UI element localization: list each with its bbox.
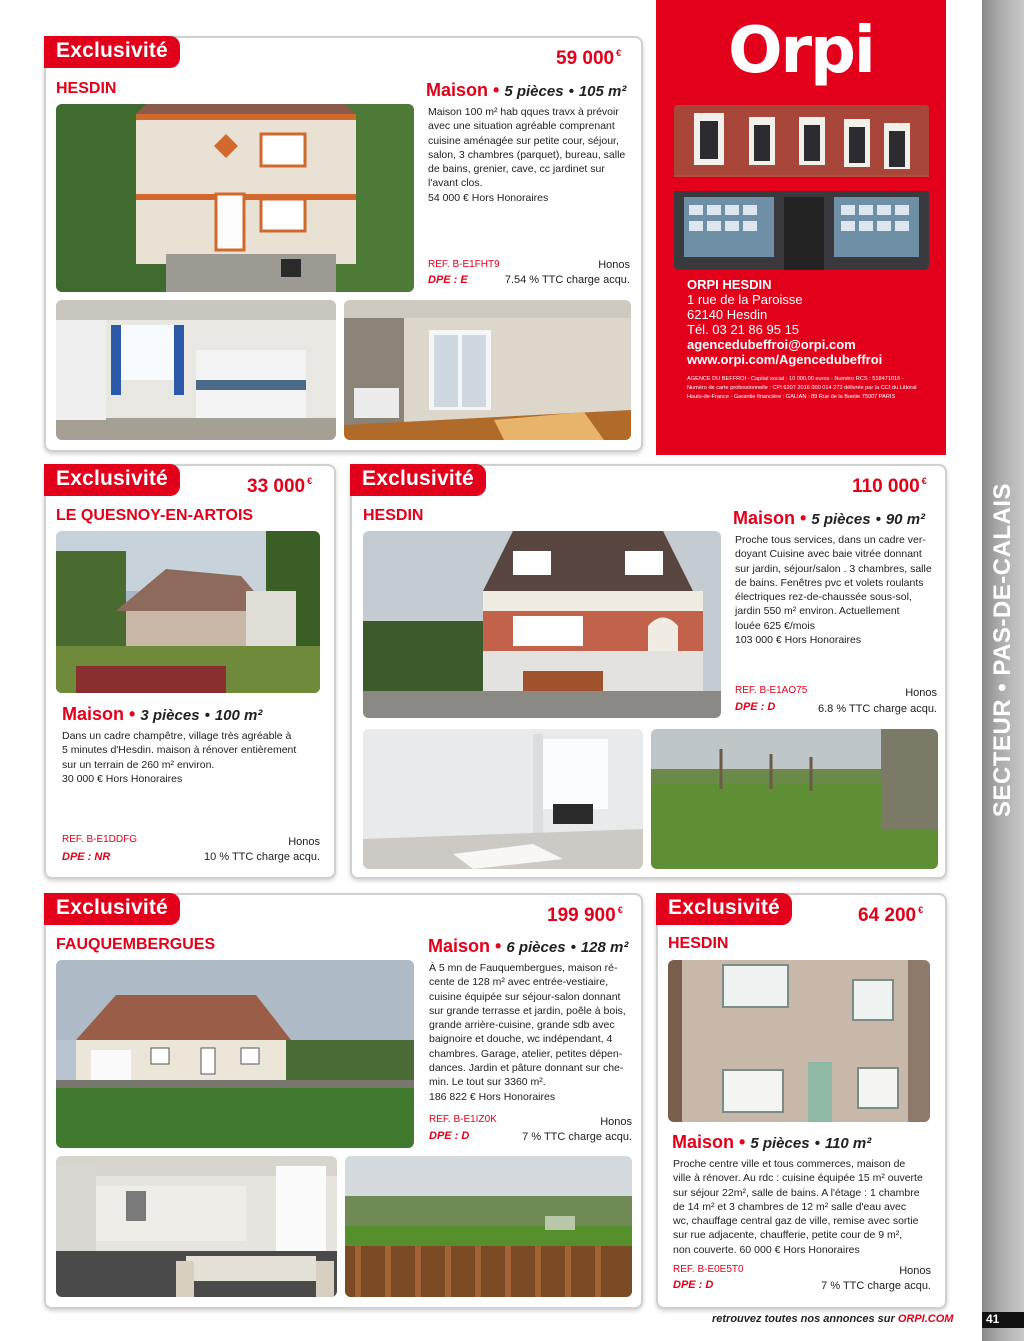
living-room-photo bbox=[344, 300, 631, 440]
room-photo bbox=[363, 729, 643, 869]
kitchen-dining-photo bbox=[56, 1156, 337, 1297]
exclusive-badge: Exclusivité bbox=[44, 464, 180, 496]
exclusive-badge: Exclusivité bbox=[44, 36, 180, 68]
listing-dpe: DPE : NR bbox=[62, 851, 111, 863]
agency-name: ORPI HESDIN bbox=[687, 277, 772, 292]
honos-value: 7 % TTC charge acqu. bbox=[522, 1131, 632, 1143]
orpi-logo: Orpi bbox=[728, 14, 874, 88]
house-exterior-photo bbox=[56, 531, 320, 693]
listing-title: Maison • 3 pièces • 100 m² bbox=[62, 704, 263, 724]
honos-label: Honos bbox=[899, 1265, 931, 1277]
honos-value: 6.8 % TTC charge acqu. bbox=[817, 703, 937, 715]
listing-title: Maison • 5 pièces • 105 m² bbox=[426, 80, 627, 100]
honos-value: 7.54 % TTC charge acqu. bbox=[504, 274, 630, 286]
listing-town: HESDIN bbox=[363, 507, 424, 524]
listing-title: Maison • 5 pièces • 110 m² bbox=[672, 1132, 872, 1152]
legal-line: Numéro de carte professionnelle : CPI 6207 2016 000 014 273 délivrée par la CCI du Littoral bbox=[687, 385, 917, 391]
house-exterior-photo bbox=[668, 960, 930, 1122]
house-exterior-photo bbox=[363, 531, 721, 718]
listing-description: Proche centre ville et tous commerces, maison de ville à rénover. Au rdc : cuisine équipée 15 m² ouverte sur séjour 22m², salle de bains. A l'étage : 1 chambre de 14 m² et 3 chambres de 12 m² salle d'eau avec wc, chauffage central gaz de ville, remise avec sortie sur rue adjacente, chaufferie, petite cour de 9 m², non couverte. 60 000 € Hors Honoraires bbox=[673, 1158, 923, 1256]
listing-price: 64 200 € bbox=[858, 905, 924, 926]
garden-photo bbox=[345, 1156, 632, 1297]
listing-ref: REF. B-E1FHT9 bbox=[428, 259, 500, 270]
agency-phone: Tél. 03 21 86 95 15 bbox=[687, 322, 800, 337]
listing-description: Dans un cadre champêtre, village très agréable à 5 minutes d'Hesdin. maison à rénover entièrement sur un terrain de 260 m² environ. 30 000 € Hors Honoraires bbox=[62, 730, 297, 785]
kitchen-photo bbox=[56, 300, 336, 440]
house-exterior-photo bbox=[56, 104, 414, 292]
listing-dpe: DPE : D bbox=[735, 701, 776, 713]
listing-price: 33 000 € bbox=[247, 476, 313, 497]
listing-description: À 5 mn de Fauquembergues, maison ré- cente de 128 m² avec entrée-vestiaire, cuisine équipée sur séjour-salon donnant sur grande terrasse et jardin, poêle à bois, grande arrière-cuisine, grande sdb avec baignoire et douche, wc indépendant, 4 chambres. Garage, atelier, petites dépen- dances. Jardin et pâture donnant sur che- min. Le tout sur 3360 m². 186 822 € Hors Honoraires bbox=[429, 962, 626, 1103]
exclusive-badge: Exclusivité bbox=[44, 893, 180, 925]
exclusive-badge: Exclusivité bbox=[350, 464, 486, 496]
agency-storefront-photo bbox=[674, 105, 929, 270]
agency-website[interactable]: www.orpi.com/Agencedubeffroi bbox=[687, 352, 883, 367]
exclusive-badge: Exclusivité bbox=[656, 893, 792, 925]
agency-legal bbox=[687, 375, 942, 402]
footer-site-link[interactable]: ORPI.COM bbox=[897, 1313, 954, 1325]
footer-text: retrouvez toutes nos annonces sur ORPI.COM bbox=[712, 1313, 954, 1325]
listing-price: 110 000 € bbox=[852, 476, 927, 497]
house-exterior-photo bbox=[56, 960, 414, 1148]
listing-dpe: DPE : D bbox=[429, 1130, 470, 1142]
honos-value: 7 % TTC charge acqu. bbox=[821, 1280, 931, 1292]
listing-ref: REF. B-E1DDFG bbox=[62, 834, 138, 845]
listing-town: FAUQUEMBERGUES bbox=[56, 936, 216, 953]
garden-photo bbox=[651, 729, 938, 869]
listing-town: HESDIN bbox=[668, 935, 729, 952]
listing-dpe: DPE : D bbox=[673, 1279, 714, 1291]
listing-ref: REF. B-E1AO75 bbox=[735, 685, 808, 696]
agency-panel bbox=[656, 0, 946, 455]
sector-label: SECTEUR • PAS-DE-CALAIS bbox=[989, 482, 1016, 818]
listing-price: 199 900 € bbox=[547, 905, 623, 926]
listing-town: HESDIN bbox=[56, 80, 117, 97]
listing-price: 59 000 € bbox=[556, 48, 622, 69]
honos-label: Honos bbox=[600, 1116, 632, 1128]
listing-ref: REF. B-E1IZ0K bbox=[429, 1114, 497, 1125]
listing-ref: REF. B-E0E5T0 bbox=[673, 1264, 744, 1275]
honos-value: 10 % TTC charge acqu. bbox=[204, 851, 320, 863]
page-number: 41 bbox=[982, 1312, 1024, 1328]
honos-label: Honos bbox=[288, 836, 320, 848]
honos-label: Honos bbox=[905, 687, 937, 699]
legal-line: AGENCE DU BEFFROI - Capital social : 10 000,00 euros - Numéro RCS : 518471016 - bbox=[687, 376, 904, 382]
honos-label: Honos bbox=[598, 259, 630, 271]
agency-address-line1: 1 rue de la Paroisse bbox=[687, 292, 803, 307]
agency-email[interactable]: agencedubeffroi@orpi.com bbox=[687, 337, 856, 352]
listing-description: Maison 100 m² hab qques travx à prévoir avec une situation agréable comprenant cuisine aménagée sur petite cour, séjour, salon, 3 chambres (parquet), bureau, salle de bains, grenier, cave, cc jardinet sur l'avant clos. 54 000 € Hors Honoraires bbox=[428, 106, 626, 204]
listing-description: Proche tous services, dans un cadre ver- doyant Cuisine avec baie vitrée donnant sur jardin, séjour/salon . 3 chambres, salle de bains. Fenêtres pvc et volets roulants électriques rez-de-chaussée sous-sol, jardin 550 m² environ. Actuellement louée 625 €/mois 103 000 € Hors Honoraires bbox=[735, 534, 932, 647]
legal-line: Hauts-de-France - Garantie financière : GALIAN : 89 Rue de la Boetie 75007 PARIS bbox=[687, 394, 896, 400]
listing-title: Maison • 5 pièces • 90 m² bbox=[733, 508, 926, 528]
listing-title: Maison • 6 pièces • 128 m² bbox=[428, 936, 629, 956]
agency-address-line2: 62140 Hesdin bbox=[687, 307, 768, 322]
listing-town: LE QUESNOY-EN-ARTOIS bbox=[56, 507, 254, 524]
listing-dpe: DPE : E bbox=[428, 274, 468, 286]
